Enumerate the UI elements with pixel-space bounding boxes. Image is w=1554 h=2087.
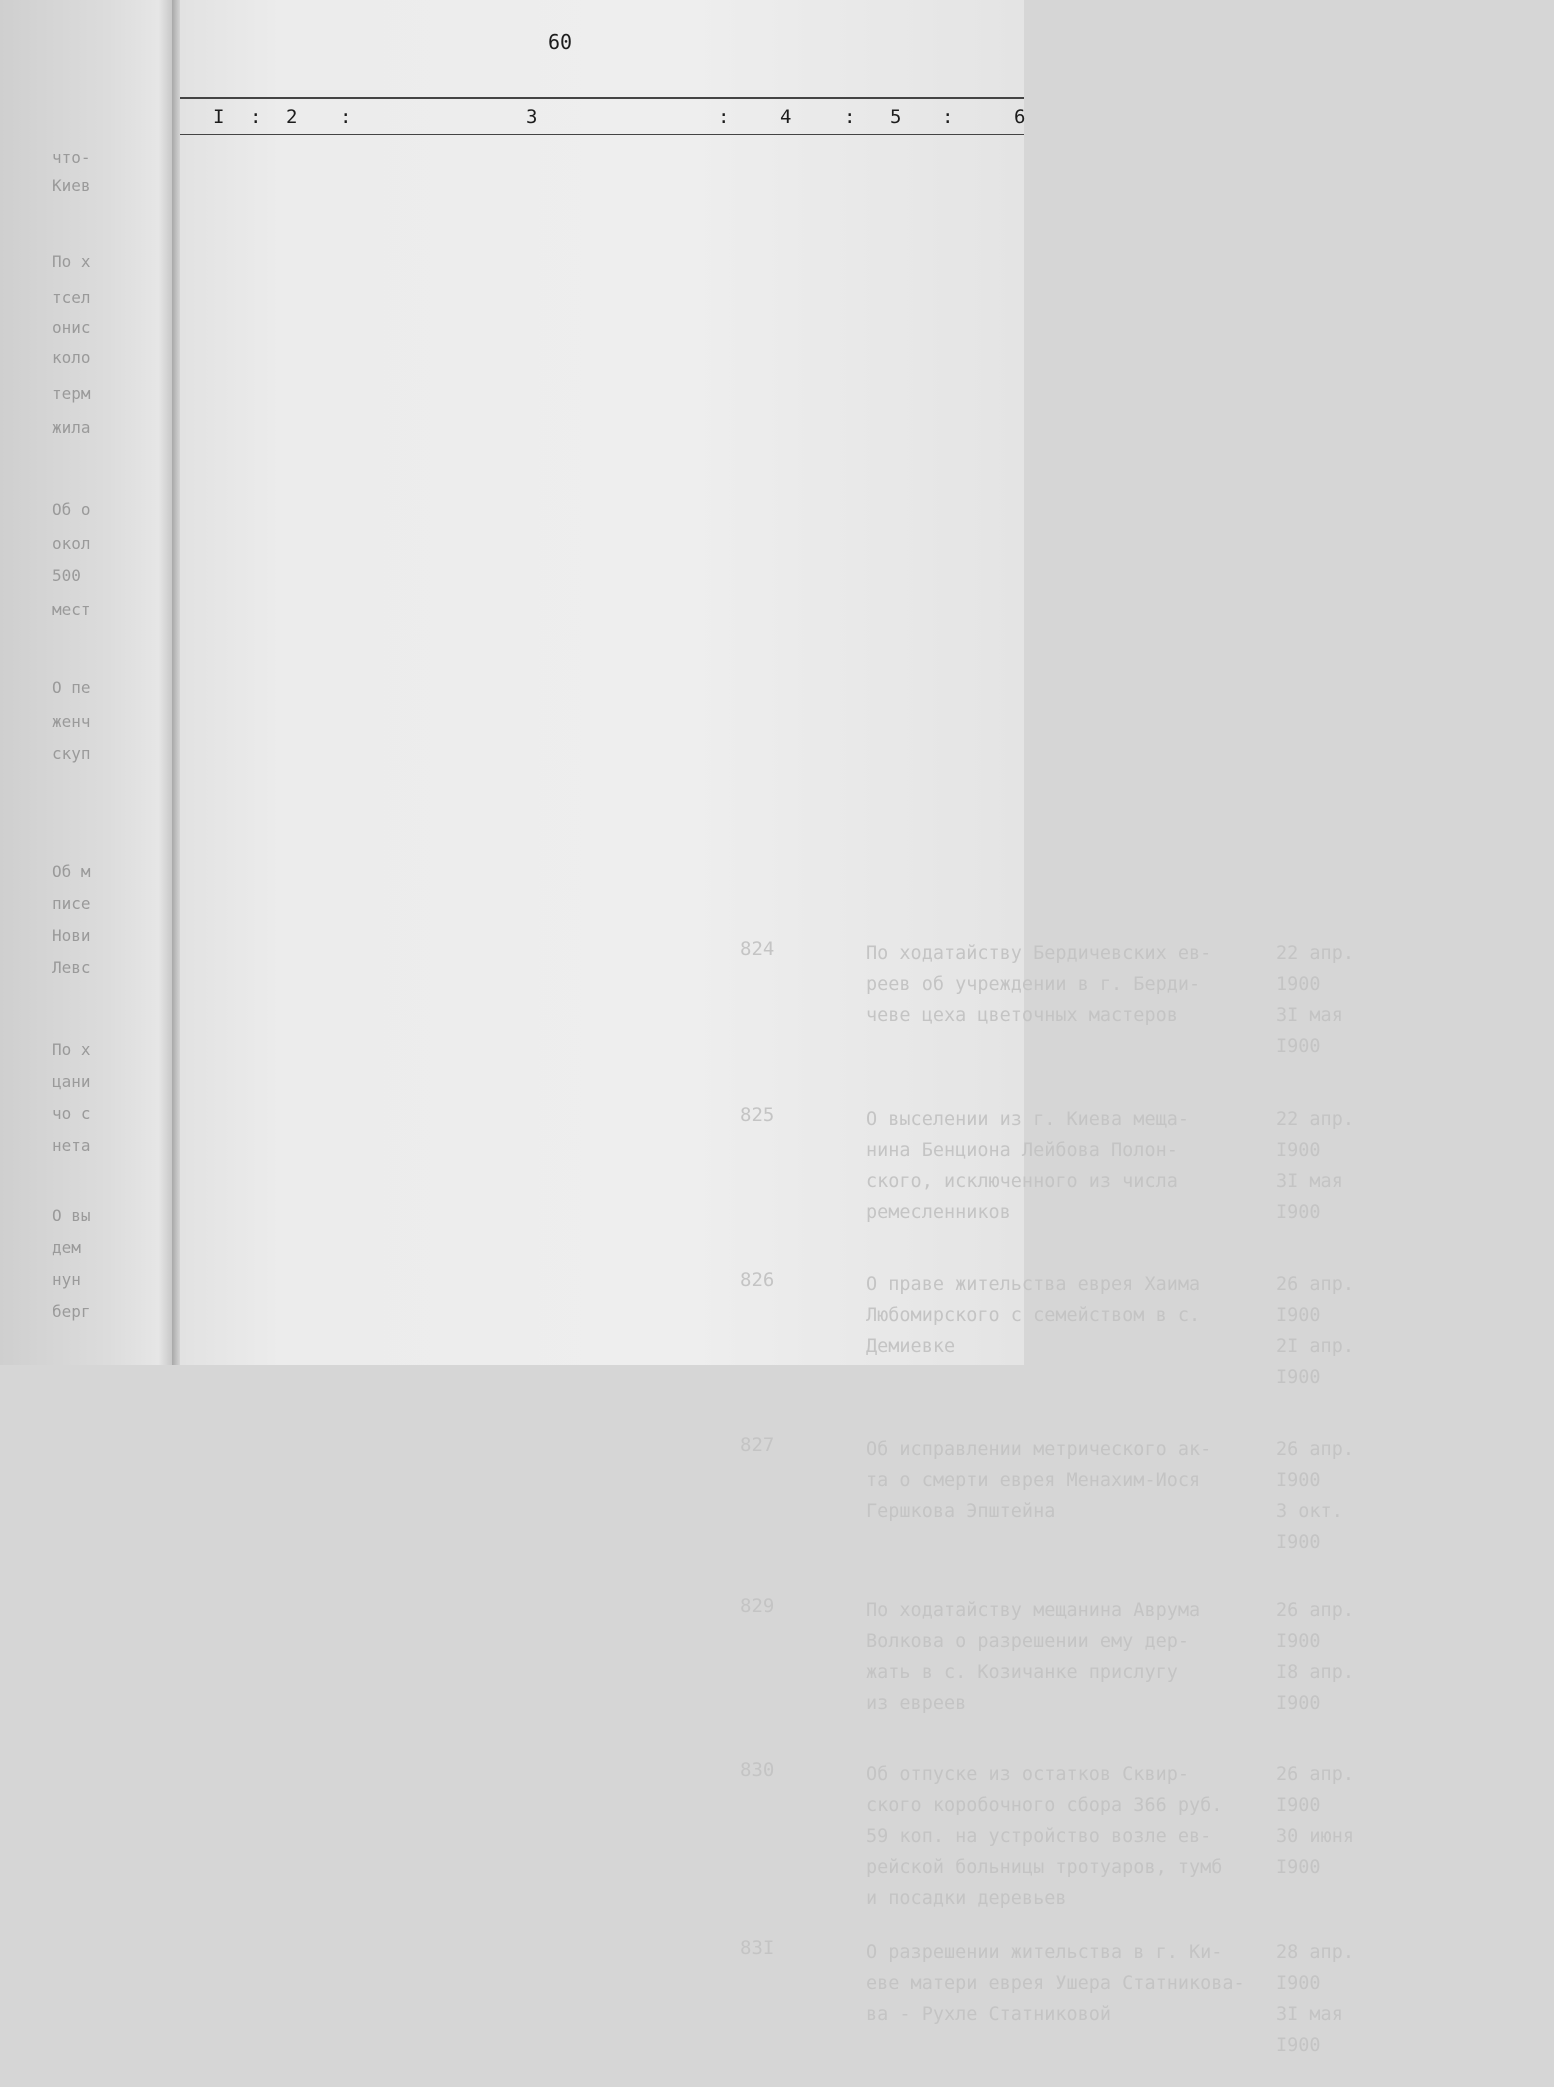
entry-description	[866, 1104, 1276, 1228]
entry-827	[710, 1434, 1554, 1584]
left-page-fragment: дем	[52, 1238, 81, 1257]
entry-dates	[1276, 1104, 1376, 1228]
entry-dates	[1276, 1595, 1376, 1719]
description-line: та о смерти еврея Менахим-Иося	[866, 1470, 1201, 1491]
date-start-year: I900	[1276, 1305, 1321, 1326]
left-page-fragment: мест	[52, 600, 91, 619]
column-separator: :	[718, 106, 730, 128]
description-line: ского коробочного сбора 366 руб.	[866, 1795, 1223, 1816]
description-line: ва - Рухле Статниковой	[866, 2004, 1112, 2025]
left-page-fragment: Левс	[52, 958, 91, 977]
column-header-2: 2	[286, 106, 298, 128]
column-separator: :	[942, 106, 954, 128]
header-rule-bottom	[180, 134, 1024, 135]
entry-829	[710, 1595, 1554, 1745]
description-line: чеве цеха цветочных мастеров	[866, 1005, 1178, 1026]
description-line: Волкова о разрешении ему дер-	[866, 1631, 1190, 1652]
entry-824	[710, 938, 1554, 1088]
date-start: 26 апр.	[1276, 1439, 1354, 1460]
left-page-fragment: 500	[52, 566, 81, 585]
date-start: 22 апр.	[1276, 1109, 1354, 1130]
entry-number: 825	[740, 1104, 775, 1126]
column-header-3: 3	[526, 106, 538, 128]
description-line: ремесленников	[866, 1202, 1011, 1223]
description-line: О праве жительства еврея Хаима	[866, 1274, 1201, 1295]
entry-dates	[1276, 1269, 1376, 1393]
date-end: 3I мая	[1276, 1005, 1343, 1026]
description-line: По ходатайству Бердичевских ев-	[866, 943, 1212, 964]
date-end-year: I900	[1276, 1367, 1321, 1388]
entry-number: 824	[740, 938, 775, 960]
left-page-fragment: терм	[52, 384, 91, 403]
left-page-fragment: цани	[52, 1072, 91, 1091]
page-number: 60	[548, 30, 573, 54]
date-start-year: 1900	[1276, 974, 1321, 995]
left-page-fragment: Об о	[52, 500, 91, 519]
left-page-fragment: По х	[52, 252, 91, 271]
entry-dates	[1276, 1434, 1376, 1558]
date-end-year: I900	[1276, 2035, 1321, 2056]
left-page	[0, 0, 180, 1365]
header-rule-top	[180, 97, 1024, 99]
description-line: еве матери еврея Ушера Статникова-	[866, 1973, 1245, 1994]
description-line: Об исправлении метрического ак-	[866, 1439, 1212, 1460]
date-end: 3I мая	[1276, 2004, 1343, 2025]
left-page-fragment: онис	[52, 318, 91, 337]
entry-number: 830	[740, 1759, 775, 1781]
description-line: и посадки деревьев	[866, 1888, 1067, 1909]
date-end: 30 июня	[1276, 1826, 1354, 1847]
date-start: 28 апр.	[1276, 1942, 1354, 1963]
entry-description	[866, 1937, 1276, 2030]
date-end: I8 апр.	[1276, 1662, 1354, 1683]
column-separator: :	[340, 106, 352, 128]
left-page-fragment: тсел	[52, 288, 91, 307]
column-separator: :	[844, 106, 856, 128]
left-page-fragment: писе	[52, 894, 91, 913]
entry-830	[710, 1759, 1554, 1909]
date-end-year: I900	[1276, 1693, 1321, 1714]
left-page-fragment: что-	[52, 148, 91, 167]
column-header-1: I	[213, 106, 225, 128]
date-start: 26 апр.	[1276, 1600, 1354, 1621]
entry-825	[710, 1104, 1554, 1254]
description-line: Демиевке	[866, 1336, 956, 1357]
left-page-fragment: коло	[52, 348, 91, 367]
column-separator: :	[250, 106, 262, 128]
left-page-fragment: О вы	[52, 1206, 91, 1225]
entry-dates	[1276, 938, 1376, 1062]
date-end-year: I900	[1276, 1036, 1321, 1057]
description-line: из евреев	[866, 1693, 967, 1714]
entry-number: 826	[740, 1269, 775, 1291]
column-header-5: 5	[890, 106, 902, 128]
left-page-fragment: О пе	[52, 678, 91, 697]
entry-831	[710, 1937, 1554, 2087]
left-page-fragment: женч	[52, 712, 91, 731]
entry-number: 827	[740, 1434, 775, 1456]
description-line: О выселении из г. Киева меща-	[866, 1109, 1190, 1130]
left-page-fragment: чо с	[52, 1104, 91, 1123]
date-start: 26 апр.	[1276, 1764, 1354, 1785]
description-line: рейской больницы тротуаров, тумб	[866, 1857, 1223, 1878]
left-page-fragment: нун	[52, 1270, 81, 1289]
left-page-fragment: окол	[52, 534, 91, 553]
entry-description	[866, 1595, 1276, 1719]
description-line: жать в с. Козичанке прислугу	[866, 1662, 1178, 1683]
description-line: О разрешении жительства в г. Ки-	[866, 1942, 1223, 1963]
description-line: Гершкова Эпштейна	[866, 1501, 1056, 1522]
description-line: ского, исключенного из числа	[866, 1171, 1178, 1192]
date-end-year: I900	[1276, 1202, 1321, 1223]
left-page-fragment: нета	[52, 1136, 91, 1155]
column-header-4: 4	[780, 106, 792, 128]
date-end: 3 окт.	[1276, 1501, 1343, 1522]
entry-description	[866, 938, 1276, 1031]
description-line: Об отпуске из остатков Сквир-	[866, 1764, 1190, 1785]
date-end: 2I апр.	[1276, 1336, 1354, 1357]
entry-description	[866, 1759, 1276, 1914]
left-page-fragment: Киев	[52, 176, 91, 195]
description-line: Любомирского с семейством в с.	[866, 1305, 1201, 1326]
date-end-year: I900	[1276, 1857, 1321, 1878]
date-start: 22 апр.	[1276, 943, 1354, 964]
entry-description	[866, 1434, 1276, 1527]
left-page-fragment: По х	[52, 1040, 91, 1059]
entry-number: 83I	[740, 1937, 775, 1959]
left-page-fragment: скуп	[52, 744, 91, 763]
left-page-fragment: Об м	[52, 862, 91, 881]
description-line: нина Бенциона Лейбова Полон-	[866, 1140, 1178, 1161]
date-start-year: I900	[1276, 1470, 1321, 1491]
entry-dates	[1276, 1937, 1376, 2061]
date-start-year: I900	[1276, 1631, 1321, 1652]
entry-826	[710, 1269, 1554, 1419]
date-end-year: I900	[1276, 1532, 1321, 1553]
entry-description	[866, 1269, 1276, 1362]
date-start-year: I900	[1276, 1795, 1321, 1816]
date-start: 26 апр.	[1276, 1274, 1354, 1295]
left-page-fragment: берг	[52, 1302, 91, 1321]
description-line: реев об учреждении в г. Берди-	[866, 974, 1201, 995]
left-page-fragment: жила	[52, 418, 91, 437]
description-line: По ходатайству мещанина Аврума	[866, 1600, 1201, 1621]
column-header-6: 6	[1014, 106, 1026, 128]
left-page-fragment: Нови	[52, 926, 91, 945]
date-end: 3I мая	[1276, 1171, 1343, 1192]
date-start-year: I900	[1276, 1973, 1321, 1994]
document-page	[180, 0, 1354, 2056]
date-start-year: I900	[1276, 1140, 1321, 1161]
entry-dates	[1276, 1759, 1376, 1883]
entry-number: 829	[740, 1595, 775, 1617]
description-line: 59 коп. на устройство возле ев-	[866, 1826, 1212, 1847]
